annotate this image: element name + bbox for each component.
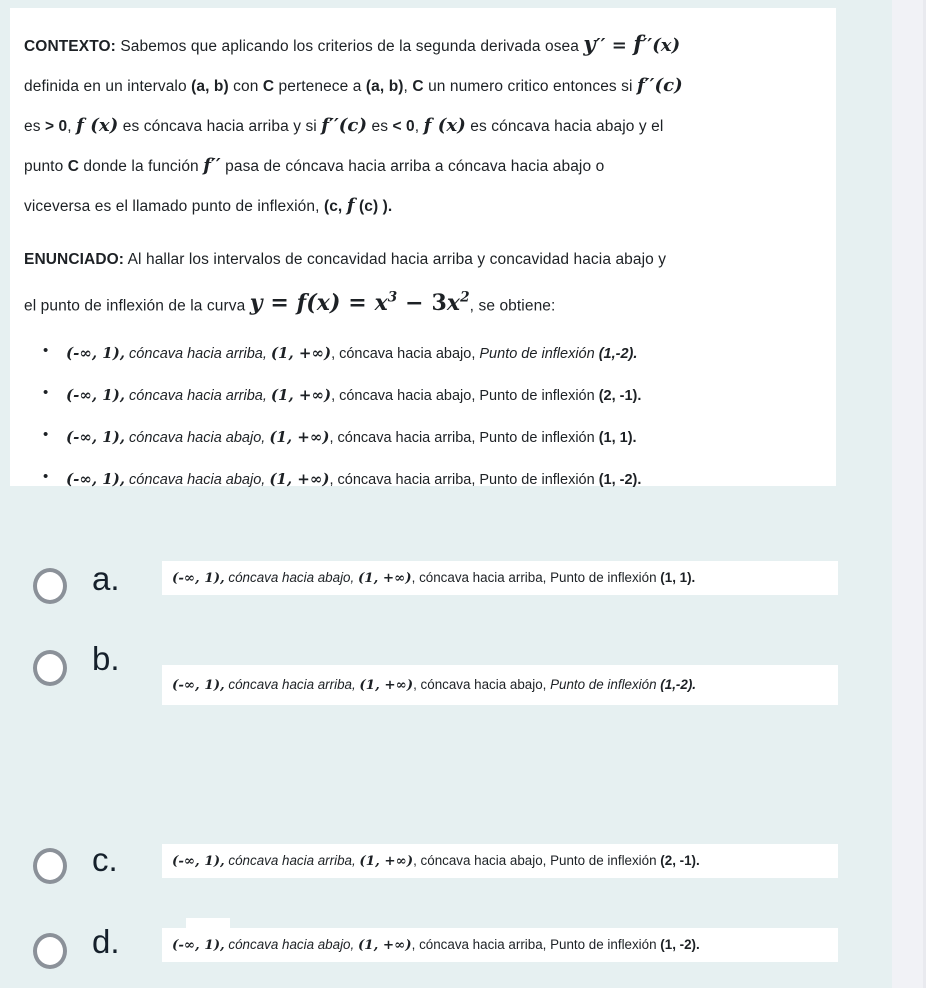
- bullet-0-interval1: (-∞, 1),: [66, 344, 126, 363]
- option-a-interval1: (-∞, 1),: [172, 570, 225, 586]
- list-item: [66, 343, 822, 364]
- context-line2-C-2: C: [412, 78, 424, 95]
- context-line5-a: viceversa es el llamado punto de inflexión,: [24, 198, 324, 215]
- option-text-box-c[interactable]: [162, 844, 838, 878]
- context-line5-point-a: (c,: [323, 198, 347, 215]
- statement-line1: Al hallar los intervalos de concavidad hacia arriba y concavidad hacia abajo y: [124, 251, 667, 268]
- option-d-interval1: (-∞, 1),: [172, 937, 225, 953]
- option-a-desc1: cóncava hacia abajo,: [224, 570, 358, 585]
- context-line3-lt0: < 0: [392, 118, 415, 135]
- option-letter-d: d.: [92, 923, 120, 960]
- option-d-desc1: cóncava hacia abajo,: [224, 937, 358, 952]
- bullet-2-interval2: (1, +∞): [269, 428, 330, 447]
- option-a-point-label: Punto de inflexión: [550, 570, 661, 585]
- radio-option-b[interactable]: [33, 650, 67, 686]
- context-line3-b: ,: [67, 118, 77, 135]
- option-c-desc2: , cóncava hacia abajo,: [413, 853, 551, 868]
- bullet-0-point: (1,-2).: [598, 346, 638, 363]
- context-line3-c: es cóncava hacia arriba y si: [118, 118, 322, 135]
- bullet-3-desc2: , cóncava hacia arriba,: [329, 472, 480, 489]
- render-artifact: [186, 918, 230, 928]
- eq-exponent-1: 3: [387, 290, 398, 306]
- bullet-2-point-label: Punto de inflexión: [479, 430, 599, 447]
- context-eq1-fprimes: ′′: [642, 35, 653, 56]
- option-b-interval2: (1, +∞): [359, 677, 414, 693]
- bullet-1-point: (2, -1).: [598, 388, 642, 405]
- context-eq1-f: f: [633, 31, 643, 56]
- bullet-3-interval2: (1, +∞): [269, 470, 330, 489]
- option-c-point: (2, -1).: [660, 853, 700, 868]
- option-letter-c: c.: [92, 841, 118, 878]
- context-line2-b: con: [228, 78, 263, 95]
- bullet-1-interval1: (-∞, 1),: [66, 386, 126, 405]
- option-letter-b: b.: [92, 640, 120, 677]
- eq-exponent-2: 2: [460, 290, 470, 306]
- eq-f: f: [296, 290, 307, 317]
- context-line2-e: un numero critico entonces si: [423, 78, 637, 95]
- option-b-interval1: (-∞, 1),: [172, 677, 225, 693]
- option-d-desc2: , cóncava hacia arriba,: [411, 937, 551, 952]
- eq-coefficient-3: 3: [431, 290, 447, 317]
- context-eq1-primes: ′′: [595, 35, 606, 56]
- option-b-text: [172, 676, 696, 694]
- option-b-point: (1,-2).: [660, 677, 696, 692]
- option-c-desc1: cóncava hacia arriba,: [224, 853, 360, 868]
- context-line4-c: pasa de cóncava hacia arriba a cóncava hacia abajo o: [220, 158, 605, 175]
- option-b-point-label: Punto de inflexión: [550, 677, 661, 692]
- context-line5-point-b: (c) ).: [354, 198, 393, 215]
- context-line4-a: punto: [24, 158, 68, 175]
- bullet-2-point: (1, 1).: [598, 430, 637, 447]
- answer-preview-list: [24, 343, 822, 490]
- option-d-point-label: Punto de inflexión: [550, 937, 661, 952]
- eq-x-2: x: [446, 290, 461, 317]
- context-line3-a: es: [24, 118, 45, 135]
- option-a-desc2: , cóncava hacia arriba,: [411, 570, 551, 585]
- option-b-desc1: cóncava hacia arriba,: [224, 677, 360, 692]
- context-line3-fc: f′′(c): [321, 115, 368, 136]
- context-line4-f: f′′: [203, 155, 221, 176]
- option-text-box-a[interactable]: [162, 561, 838, 595]
- context-line2-d: ,: [403, 78, 413, 95]
- eq-minus: −: [397, 290, 432, 317]
- option-a-text: [172, 569, 695, 587]
- statement-label: ENUNCIADO:: [24, 251, 125, 268]
- option-c-point-label: Punto de inflexión: [550, 853, 661, 868]
- context-paragraph: [24, 24, 822, 226]
- statement-line2-a: el punto de inflexión de la curva: [24, 297, 250, 315]
- context-eq1-x: (x): [652, 35, 681, 56]
- context-line2-interval-ab-1: (a, b): [191, 78, 229, 95]
- context-line4-C: C: [67, 158, 79, 175]
- option-d-interval2: (1, +∞): [357, 937, 412, 953]
- context-line2-c: pertenece a: [274, 78, 366, 95]
- context-line2-C-1: C: [262, 78, 275, 95]
- context-line5-point-f: f: [346, 195, 355, 216]
- bullet-0-point-label: Punto de inflexión: [479, 346, 599, 363]
- context-line4-b: donde la función: [79, 158, 204, 175]
- bullet-1-interval2: (1, +∞): [270, 386, 332, 405]
- statement-line2-b: , se obtiene:: [469, 297, 556, 315]
- bullet-2-desc1: cóncava hacia abajo,: [125, 430, 270, 447]
- list-item: [66, 469, 822, 490]
- context-line2-fc: f′′(c): [636, 75, 683, 96]
- eq-equals-2: =: [340, 290, 375, 317]
- eq-x-1: x: [374, 290, 388, 317]
- radio-option-d[interactable]: [33, 933, 67, 969]
- radio-option-c[interactable]: [33, 848, 67, 884]
- option-letter-a: a.: [92, 560, 120, 597]
- context-line2-interval-ab-2: (a, b): [365, 78, 404, 95]
- option-text-box-d[interactable]: [162, 928, 838, 962]
- bullet-0-interval2: (1, +∞): [270, 344, 332, 363]
- context-line3-gt0: > 0: [44, 118, 68, 135]
- bullet-3-interval1: (-∞, 1),: [66, 470, 126, 489]
- context-eq1-y: y: [583, 31, 596, 56]
- bullet-0-desc1: cóncava hacia arriba,: [125, 346, 271, 363]
- list-item: [66, 427, 822, 448]
- option-c-interval2: (1, +∞): [359, 853, 414, 869]
- bullet-3-point: (1, -2).: [598, 472, 642, 489]
- eq-equals-1: =: [262, 290, 297, 317]
- context-eq1-equals: =: [605, 35, 634, 56]
- bullet-3-desc1: cóncava hacia abajo,: [125, 472, 270, 489]
- statement-equation: [250, 290, 470, 316]
- bullet-1-desc2: , cóncava hacia abajo,: [331, 388, 480, 405]
- question-card: [10, 8, 836, 489]
- option-d-point: (1, -2).: [660, 937, 700, 952]
- option-c-text: [172, 852, 700, 870]
- statement-paragraph: [24, 240, 822, 325]
- eq-y: y: [249, 290, 263, 317]
- radio-option-a[interactable]: [33, 568, 67, 604]
- bullet-1-point-label: Punto de inflexión: [479, 388, 599, 405]
- bullet-2-desc2: , cóncava hacia arriba,: [329, 430, 480, 447]
- context-line3-fx-1: f (x): [76, 115, 119, 136]
- context-line2-a: definida en un intervalo: [24, 78, 192, 95]
- option-c-interval1: (-∞, 1),: [172, 853, 225, 869]
- list-item: [66, 385, 822, 406]
- right-gutter: [892, 0, 926, 988]
- context-label: CONTEXTO:: [24, 38, 116, 55]
- context-line3-fx-2: f (x): [423, 115, 466, 136]
- option-text-box-b[interactable]: [162, 665, 838, 705]
- option-d-text: [172, 936, 700, 954]
- option-a-interval2: (1, +∞): [357, 570, 412, 586]
- context-line3-e: ,: [414, 118, 424, 135]
- option-b-desc2: , cóncava hacia abajo,: [413, 677, 551, 692]
- context-line3-d: es: [367, 118, 393, 135]
- bullet-0-desc2: , cóncava hacia abajo,: [331, 346, 480, 363]
- bullet-2-interval1: (-∞, 1),: [66, 428, 126, 447]
- context-line3-f: es cóncava hacia abajo y el: [465, 118, 664, 135]
- context-line1-text: Sabemos que aplicando los criterios de la segunda derivada osea: [115, 38, 584, 55]
- bullet-3-point-label: Punto de inflexión: [479, 472, 599, 489]
- option-a-point: (1, 1).: [660, 570, 696, 585]
- eq-fx: (x): [306, 290, 341, 317]
- bullet-1-desc1: cóncava hacia arriba,: [125, 388, 271, 405]
